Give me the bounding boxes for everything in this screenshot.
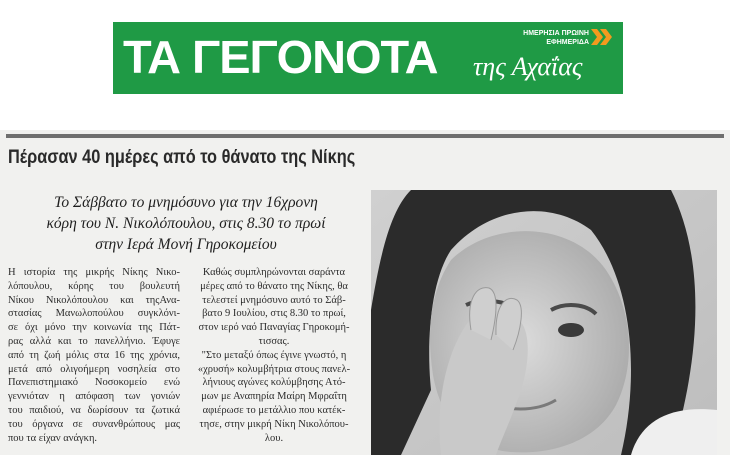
portrait-photo <box>371 190 717 455</box>
column-1-line: Η ιστορία της μικρής Νίκης Νικο- <box>8 267 180 278</box>
column-1-line: μετά από ολιγοήμερη νοσηλεία στο <box>8 363 180 375</box>
column-1-line: του παιδιού, να δωρίσουν τα ζωτικά <box>8 404 180 416</box>
column-2-line: μέρες από το θάνατο της Νίκης, θα <box>200 280 348 292</box>
column-2-line: λου. <box>264 432 284 444</box>
column-2-line: τησε, στην μικρή Νίκη Νικολόπου- <box>199 418 349 430</box>
column-2-line: βατο 9 Ιουλίου, στις 8.30 το πρωί, <box>202 308 346 320</box>
subhead-line-1: Το Σάββατο το μνημόσυνο για την 16χρονη <box>54 194 318 211</box>
column-2-line: τισσας. <box>258 335 290 347</box>
column-2-line: "Στο μεταξύ όπως έγινε γνωστό, η <box>201 349 347 361</box>
article-column-2 <box>188 266 360 445</box>
column-1-line: σε όχι μόνο την κοινωνία της Πάτ- <box>8 322 180 334</box>
column-2-line: στον ιερό ναό Παναγίας Γηροκομή- <box>198 322 350 334</box>
column-2-line: μων με Αναπηρία Μαίρη Μφραΐτη <box>201 391 347 403</box>
column-1-line: του όργανα σε συνανθρώπους μας <box>8 418 180 430</box>
column-1-line: στασίας Μανωλοπούλου συγκλόνι- <box>8 308 180 320</box>
subhead-line-3: στην Ιερά Μονή Γηροκομείου <box>95 236 277 253</box>
newspaper-tagline <box>505 29 589 47</box>
column-1-line: που τα είχαν ανάγκη. <box>8 432 98 444</box>
article-clipping <box>0 130 730 455</box>
double-chevron-icon <box>591 29 613 45</box>
tagline-line-1: ΗΜΕΡΗΣΙΑ ΠΡΩΙΝΗ <box>523 30 589 37</box>
newspaper-title: ΤΑ ΓΕΓΟΝΟΤΑ <box>123 31 438 83</box>
column-1-line: λόπουλου, κόρης του βουλευτή <box>8 280 180 292</box>
column-1-line: από τη ζωή μόλις στα 16 της χρόνια, <box>8 349 180 361</box>
column-2-line: αφιέρωσε το μετάλλιο που κατέκ- <box>202 404 346 416</box>
article-column-1 <box>8 266 180 445</box>
column-1-line: Πανεπιστημιακό Νοσοκομείο ενώ <box>8 377 180 389</box>
column-1-line: γεννιόταν η απόφαση των γονιών <box>8 391 180 403</box>
column-1-line: ρας αλλά και το πανελλήνιο. Έφυγε <box>8 335 180 347</box>
subhead-line-2: κόρη του Ν. Νικολόπουλου, στις 8.30 το πρωί <box>46 215 326 232</box>
column-2-line: «χρυσή» κολυμβήτρια στους πανελ- <box>197 363 351 375</box>
column-1-line: Νίκου Νικολόπουλου και τηςΑνα- <box>8 294 180 306</box>
column-2-line: λήνιους αγώνες κολύμβησης Ατό- <box>202 377 346 389</box>
top-rule <box>6 134 724 138</box>
column-2-line: τελεστεί μνημόσυνο αυτό το Σάβ- <box>202 294 346 306</box>
portrait-photo-illustration <box>371 190 717 455</box>
tagline-line-2: ΕΦΗΜΕΡΙΔΑ <box>546 39 589 46</box>
newspaper-subtitle: της Αχαΐας <box>473 52 583 81</box>
article-subhead <box>8 192 364 255</box>
newspaper-masthead <box>113 22 623 94</box>
article-headline: Πέρασαν 40 ημέρες από το θάνατο της Νίκης <box>8 147 356 168</box>
column-2-line: Καθώς συμπληρώνονται σαράντα <box>202 267 346 278</box>
